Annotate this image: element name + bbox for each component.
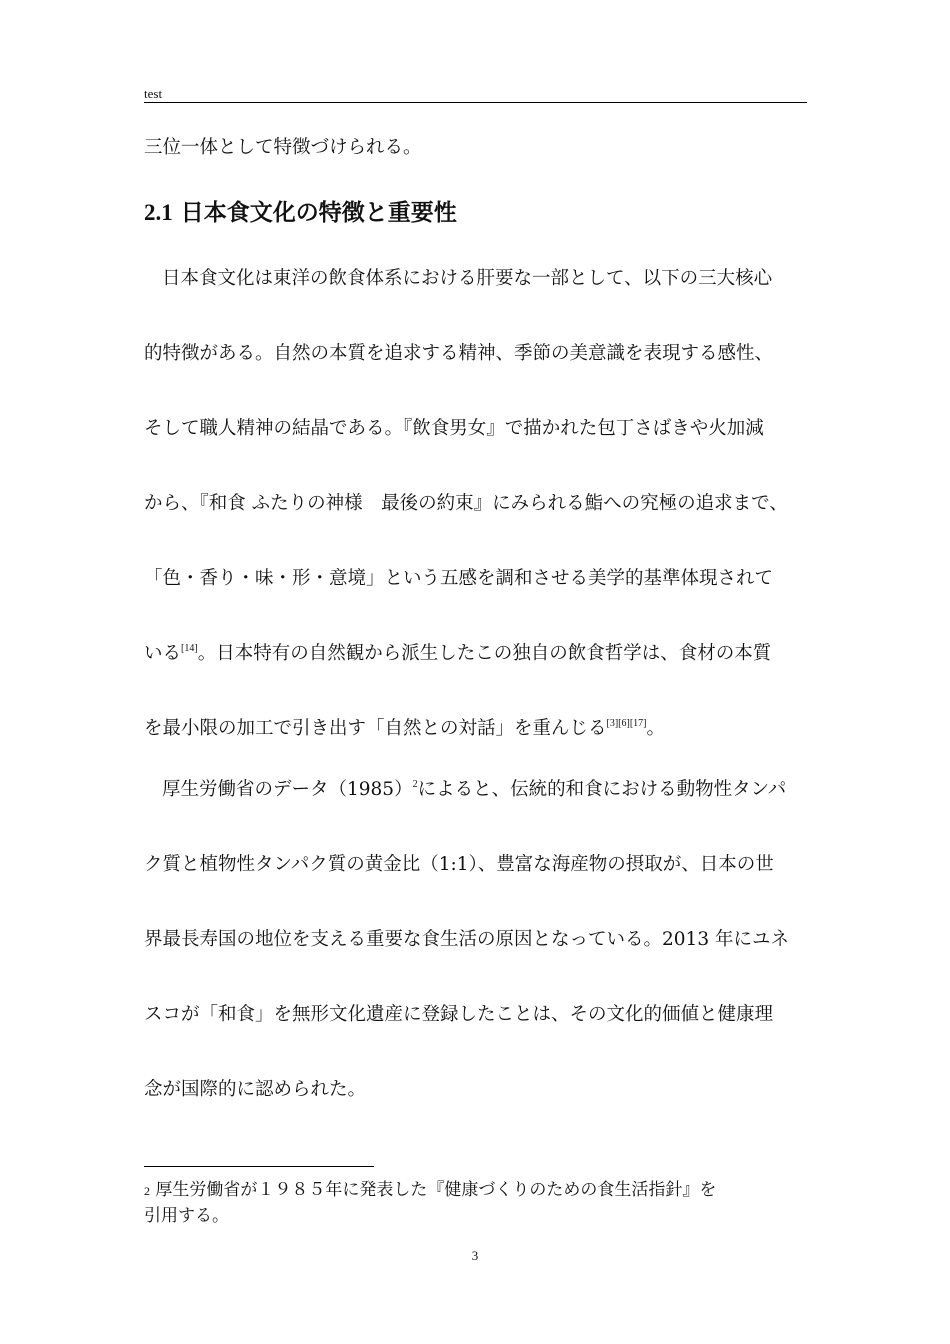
paragraph1-line3: そして職人精神の結晶である。『飲食男女』で描かれた包丁さばきや火加減 [144, 418, 764, 439]
page-number: 3 [471, 1248, 479, 1263]
text-run: いる [144, 643, 182, 664]
citation-ref: [3][6][17] [606, 718, 647, 729]
paragraph1-line1: 日本食文化は東洋の飲食体系における肝要な一部として、以下の三大核心 [162, 268, 773, 289]
section-title: 日本食文化の特徴と重要性 [180, 199, 457, 226]
footnote-rule [144, 1166, 374, 1167]
section-number: 2.1 [144, 200, 173, 225]
paragraph2-line3: 界最長寿国の地位を支える重要な食生活の原因となっている。2013 年にユネ [144, 929, 789, 950]
text-run: 。日本特有の自然観から派生したこの独自の飲食哲学は、食材の本質 [197, 643, 772, 664]
footnote-text: 厚生労働省が１９８５年に発表した『健康づくりのための食生活指針』を [155, 1180, 717, 1200]
text-run: 厚生労働省のデータ（1985） [162, 779, 413, 800]
paragraph1-line7 [144, 716, 665, 742]
text-run: 。 [646, 718, 666, 739]
running-header: test [144, 86, 163, 101]
paragraph2-line1 [162, 777, 786, 803]
paragraph2-line4: スコが「和食」を無形文化遺産に登録したことは、その文化的価値と健康理 [144, 1004, 774, 1025]
citation-ref: [14] [181, 643, 198, 654]
paragraph2-line2: ク質と植物性タンパク質の黄金比（1:1）、豊富な海産物の摂取が、日本の世 [144, 854, 774, 875]
section-heading [144, 198, 457, 228]
paragraph1-line6 [144, 641, 771, 667]
text-run: を最小限の加工で引き出す「自然との対話」を重んじる [144, 718, 607, 739]
paragraph1-line5: 「色・香り・味・形・意境」という五感を調和させる美学的基準体現されて [144, 568, 774, 589]
paragraph1-line4: から、『和食 ふたりの神様 最後の約束』にみられる鮨への究極の追求まで、 [144, 493, 788, 514]
intro-line: 三位一体として特徴づけられる。 [144, 137, 422, 158]
paragraph2-line5: 念が国際的に認められた。 [144, 1079, 367, 1100]
footnote-mark: 2 [144, 1184, 150, 1198]
footnote-line2: 引用する。 [144, 1206, 229, 1226]
paragraph1-line2: 的特徴がある。自然の本質を追求する精神、季節の美意識を表現する感性、 [144, 343, 774, 364]
text-run: によると、伝統的和食における動物性タンパ [417, 779, 787, 800]
header-rule [144, 102, 807, 103]
footnote-ref: 2 [412, 779, 418, 790]
footnote-line1 [144, 1178, 716, 1203]
